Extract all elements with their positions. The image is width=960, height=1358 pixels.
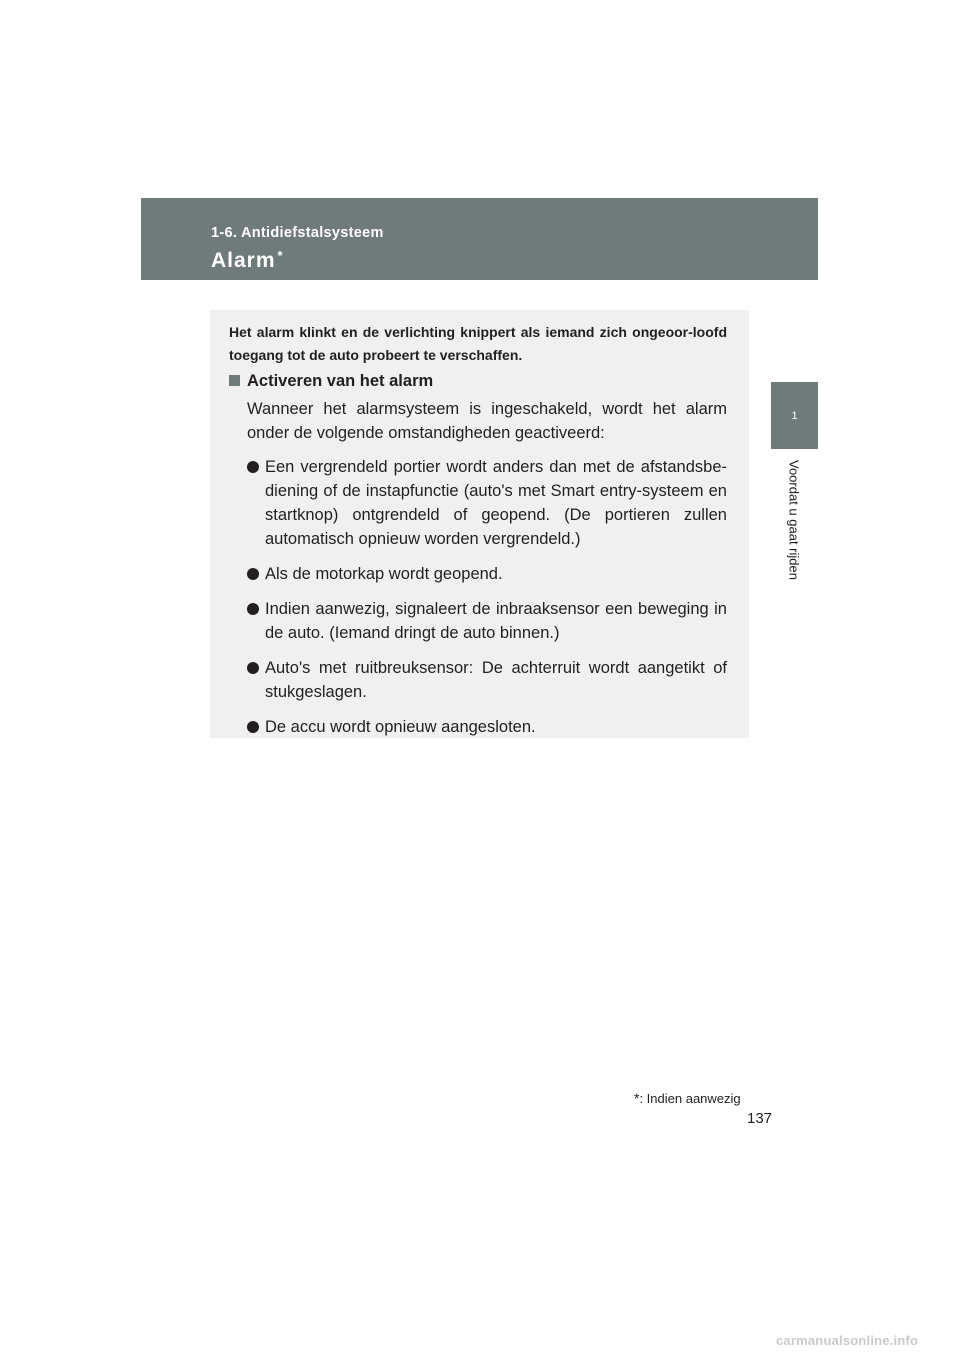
- sub-heading: [229, 372, 433, 391]
- chapter-tab: [771, 382, 818, 449]
- chapter-tab-number: 1: [791, 409, 798, 422]
- list-item: [247, 715, 727, 739]
- bullet-dot-icon: [247, 721, 259, 733]
- list-item: [247, 562, 727, 586]
- square-bullet-icon: [229, 375, 240, 386]
- chapter-side-label: Voordat u gaat rijden: [786, 460, 802, 580]
- bullet-dot-icon: [247, 461, 259, 473]
- footnote-text: : Indien aanwezig: [639, 1091, 741, 1106]
- content-panel: [210, 310, 749, 738]
- bullet-dot-icon: [247, 603, 259, 615]
- section-label: 1-6. Antidiefstalsysteem: [211, 225, 384, 241]
- watermark: carmanualsonline.info: [776, 1333, 919, 1348]
- page-title-text: Alarm: [211, 249, 276, 272]
- bullet-dot-icon: [247, 568, 259, 580]
- chapter-header: [141, 198, 818, 280]
- list-item-text: De accu wordt opnieuw aangesloten.: [265, 718, 536, 736]
- list-item-text: Een vergrendeld portier wordt anders dan met de afstandsbe-diening of de instapfunctie (auto's met Smart entry-systeem en startknop) ontgrendeld of geopend. (De portieren zullen automatisch opnieuw worden vergrendeld.): [265, 458, 727, 548]
- footnote-mark: *: [634, 1090, 640, 1106]
- page-title: [211, 248, 283, 273]
- page-number: 137: [747, 1110, 773, 1127]
- footnote: [634, 1090, 741, 1106]
- lead-paragraph: Wanneer het alarmsysteem is ingeschakeld, wordt het alarm onder de volgende omstandigheden geactiveerd:: [247, 400, 727, 442]
- list-item: [247, 455, 727, 551]
- list-item: [247, 656, 727, 704]
- list-item-text: Auto's met ruitbreuksensor: De achterruit wordt aangetikt of stukgeslagen.: [265, 659, 727, 701]
- bullet-dot-icon: [247, 662, 259, 674]
- list-item: [247, 597, 727, 645]
- list-item-text: Als de motorkap wordt geopend.: [265, 565, 503, 583]
- sub-heading-text: Activeren van het alarm: [247, 372, 434, 390]
- list-item-text: Indien aanwezig, signaleert de inbraaksensor een beweging in de auto. (Iemand dringt de auto binnen.): [265, 600, 727, 642]
- optional-equipment-mark: *: [277, 248, 283, 263]
- intro-paragraph: Het alarm klinkt en de verlichting knippert als iemand zich ongeoor-loofd toegang tot de auto probeert te verschaffen.: [229, 324, 727, 363]
- condition-list: [247, 455, 727, 750]
